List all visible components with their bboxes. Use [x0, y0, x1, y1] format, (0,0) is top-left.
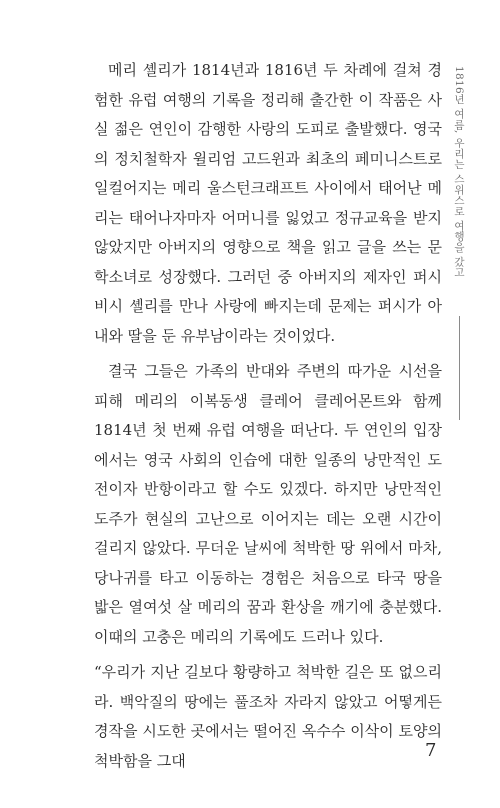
page-number: 7: [425, 740, 437, 761]
running-head: 1816년 여름, 우리는 스위스로 여행을 갔고: [453, 66, 465, 278]
body-text: [94, 56, 442, 776]
running-head-rule: [459, 316, 460, 420]
paragraph-3-quote: “우리가 지난 길보다 황량하고 척박한 길은 또 없으리라. 백악질의 땅에는 풀조차 자라지 않았고 어떻게든 경작을 시도한 곳에서는 떨어진 옥수수 이삭이 토양의 척박함을 그대: [94, 663, 442, 770]
paragraph-1: 메리 셸리가 1814년과 1816년 두 차례에 걸쳐 경험한 유럽 여행의 기록을 정리해 출간한 이 작품은 사실 젊은 연인이 감행한 사랑의 도피로 출발했다. 영국의 정치철학자 윌리엄 고드윈과 최초의 페미니스트로 일컬어지는 메리 울스턴크래프트 사이에서 태어난 메리는 태어나자마자 어머니를 잃었고 정규교육을 받지 않았지만 아버지의 영향으로 책을 읽고 글을 쓰는 문학소녀로 성장했다. 그러던 중 아버지의 제자인 퍼시 비시 셸리를 만나 사랑에 빠지는데 문제는 퍼시가 아내와 딸을 둔 유부남이라는 것이었다.: [94, 61, 442, 345]
paragraph-2: 결국 그들은 가족의 반대와 주변의 따가운 시선을 피해 메리의 이복동생 클레어 클레어몬트와 함께 1814년 첫 번째 유럽 여행을 떠난다. 두 연인의 입장에서는 영국 사회의 인습에 대한 일종의 낭만적인 도전이자 반항이라고 할 수도 있겠다. 하지만 낭만적인 도주가 현실의 고난으로 이어지는 데는 오랜 시간이 걸리지 않았다. 무더운 날씨에 척박한 땅 위에서 마차, 당나귀를 타고 이동하는 경험은 처음으로 타국 땅을 밟은 열여섯 살 메리의 꿈과 환상을 깨기에 충분했다. 이때의 고충은 메리의 기록에도 드러나 있다.: [94, 362, 442, 646]
